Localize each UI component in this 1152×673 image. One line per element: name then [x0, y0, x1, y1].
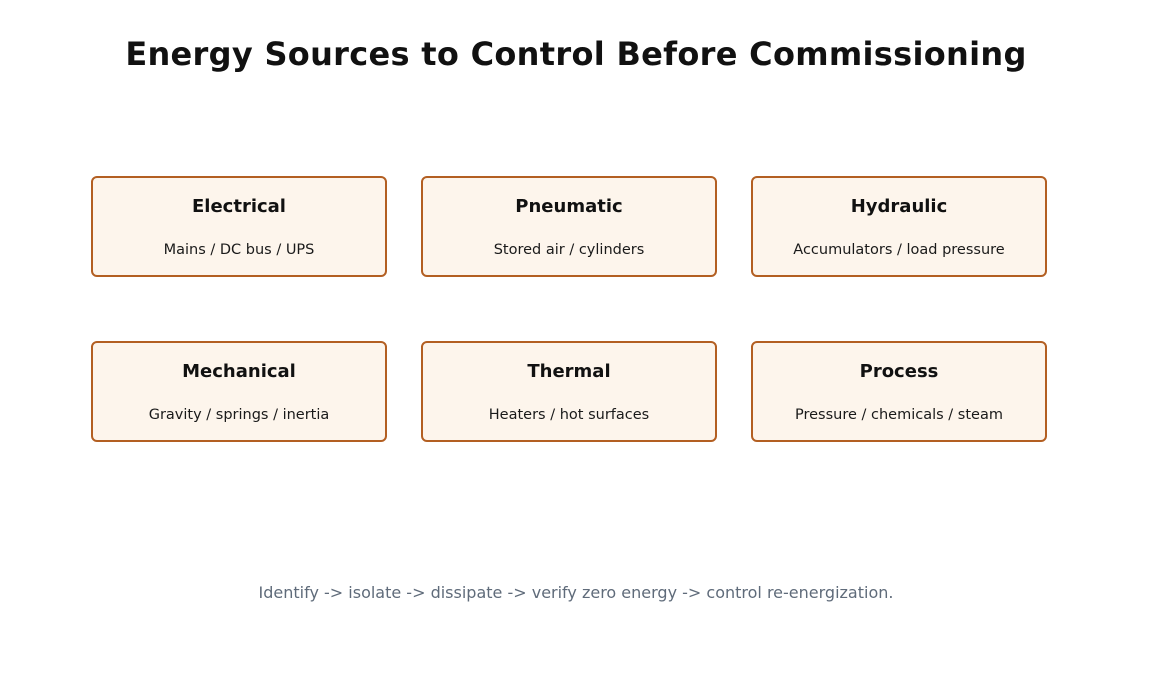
diagram-title: Energy Sources to Control Before Commissioning	[125, 35, 1027, 73]
card-title: Pneumatic	[515, 196, 623, 217]
card-description: Pressure / chemicals / steam	[795, 407, 1003, 423]
card-description: Stored air / cylinders	[493, 242, 645, 258]
card-description: Mains / DC bus / UPS	[163, 242, 315, 258]
card-title: Electrical	[192, 196, 286, 217]
card-title: Mechanical	[182, 361, 296, 382]
card-hydraulic	[751, 176, 1047, 277]
card-title: Thermal	[527, 361, 611, 382]
card-description: Gravity / springs / inertia	[148, 407, 330, 423]
card-title: Hydraulic	[850, 196, 948, 217]
card-description: Accumulators / load pressure	[793, 242, 1005, 258]
card-process	[751, 341, 1047, 442]
card-thermal	[421, 341, 717, 442]
card-pneumatic	[421, 176, 717, 277]
procedure-footer-note: Identify -> isolate -> dissipate -> verify zero energy -> control re-energization.	[258, 583, 894, 602]
card-mechanical	[91, 341, 387, 442]
card-description: Heaters / hot surfaces	[488, 407, 650, 423]
card-title: Process	[859, 361, 939, 382]
card-electrical	[91, 176, 387, 277]
